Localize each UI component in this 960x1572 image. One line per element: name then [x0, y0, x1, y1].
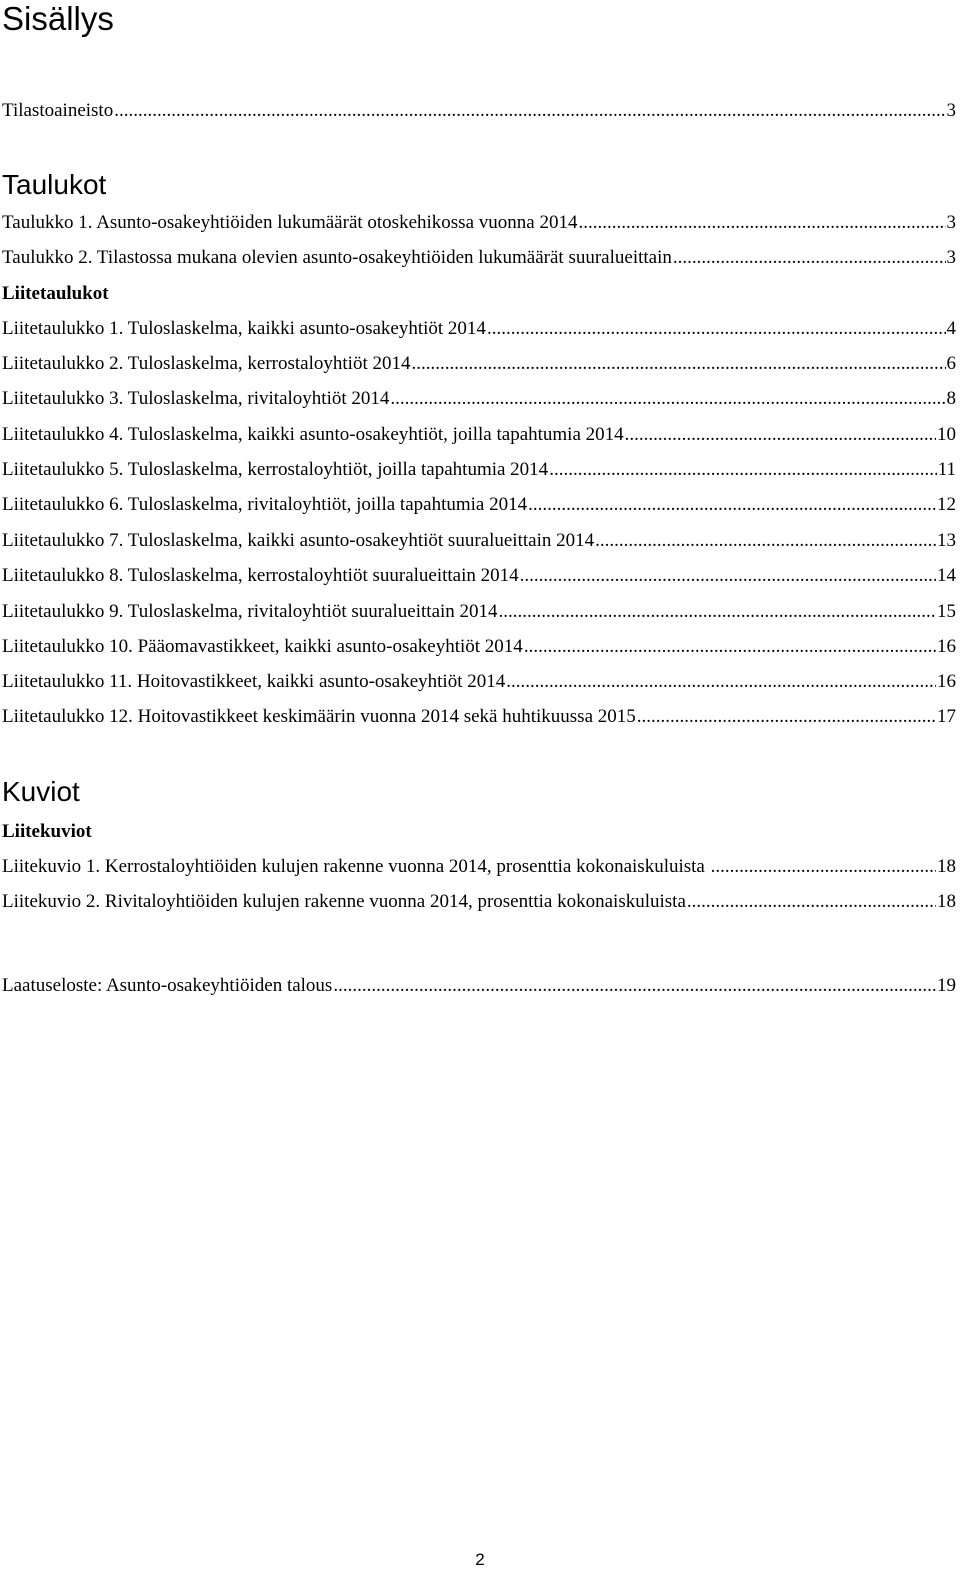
toc-entry-liitetaulukko-5[interactable]	[2, 455, 956, 479]
toc-entry-label: Liitetaulukko 12. Hoitovastikkeet keskimäärin vuonna 2014 sekä huhtikuussa 2015	[2, 706, 636, 727]
toc-entry-liitetaulukko-3[interactable]	[2, 384, 956, 408]
toc-entry-page: 8	[946, 388, 956, 409]
toc-entry-liitetaulukko-6[interactable]	[2, 490, 956, 514]
toc-entry-label: Taulukko 2. Tilastossa mukana olevien asunto-osakeyhtiöiden lukumäärät suuralueittain	[2, 247, 672, 268]
toc-entry-taulukko-1[interactable]	[2, 208, 956, 232]
toc-entry-label: Laatuseloste: Asunto-osakeyhtiöiden talous	[2, 975, 333, 996]
toc-entry-label: Liitetaulukko 8. Tuloslaskelma, kerrostaloyhtiöt suuralueittain 2014	[2, 565, 519, 586]
toc-entry-label: Liitetaulukko 2. Tuloslaskelma, kerrostaloyhtiöt 2014	[2, 353, 411, 374]
toc-entry-page: 19	[937, 975, 956, 996]
toc-entry-page: 6	[946, 353, 956, 374]
dot-leader	[549, 460, 937, 479]
toc-entry-liitetaulukko-8[interactable]	[2, 561, 956, 585]
toc-entry-page: 14	[937, 565, 956, 586]
page-number: 2	[475, 1550, 485, 1569]
toc-entry-page: 11	[937, 459, 956, 480]
dot-leader	[625, 425, 936, 444]
dot-leader	[506, 672, 936, 691]
toc-entry-page: 4	[946, 318, 956, 339]
toc-entry-laatuseloste[interactable]	[2, 971, 956, 995]
toc-entry-label: Liitetaulukko 10. Pääomavastikkeet, kaikki asunto-osakeyhtiöt 2014	[2, 636, 523, 657]
toc-entry-liitekuvio-1[interactable]	[2, 852, 956, 876]
toc-entry-page: 17	[937, 706, 956, 727]
toc-entry-label: Taulukko 1. Asunto-osakeyhtiöiden lukumäärät otoskehikossa vuonna 2014	[2, 212, 578, 233]
toc-entry-page: 16	[937, 671, 956, 692]
dot-leader	[673, 248, 946, 267]
toc-entry-liitekuvio-2[interactable]	[2, 887, 956, 911]
section-heading-taulukot: Taulukot	[2, 169, 107, 200]
toc-entry-label: Liitekuvio 1. Kerrostaloyhtiöiden kulujen rakenne vuonna 2014, prosenttia kokonaiskuluista	[2, 856, 710, 877]
toc-entry-page: 10	[937, 424, 956, 445]
dot-leader	[637, 707, 936, 726]
toc-entry-page: 15	[937, 601, 956, 622]
dot-leader	[114, 101, 945, 120]
dot-leader	[578, 213, 945, 232]
section-heading-kuviot: Kuviot	[2, 776, 80, 807]
toc-entry-page: 3	[946, 100, 956, 121]
subheading-liitetaulukot: Liitetaulukot	[2, 283, 109, 304]
toc-entry-label: Liitetaulukko 11. Hoitovastikkeet, kaikki asunto-osakeyhtiöt 2014	[2, 671, 506, 692]
toc-entry-taulukko-2[interactable]	[2, 243, 956, 267]
toc-entry-page: 16	[937, 636, 956, 657]
dot-leader	[595, 531, 936, 550]
dot-leader	[528, 495, 936, 514]
toc-entry-label: Liitetaulukko 3. Tuloslaskelma, rivitaloyhtiöt 2014	[2, 388, 390, 409]
toc-entry-page: 12	[937, 494, 956, 515]
toc-entry-label: Liitetaulukko 9. Tuloslaskelma, rivitaloyhtiöt suuralueittain 2014	[2, 601, 498, 622]
toc-entry-page: 18	[937, 856, 956, 877]
toc-entry-liitetaulukko-12[interactable]	[2, 702, 956, 726]
toc-entry-liitetaulukko-9[interactable]	[2, 597, 956, 621]
toc-entry-label: Liitetaulukko 7. Tuloslaskelma, kaikki asunto-osakeyhtiöt suuralueittain 2014	[2, 530, 595, 551]
toc-entry-label: Liitetaulukko 6. Tuloslaskelma, rivitaloyhtiöt, joilla tapahtumia 2014	[2, 494, 528, 515]
toc-entry-label: Liitetaulukko 5. Tuloslaskelma, kerrostaloyhtiöt, joilla tapahtumia 2014	[2, 459, 549, 480]
dot-leader	[333, 976, 936, 995]
toc-entry-liitetaulukko-2[interactable]	[2, 349, 956, 373]
dot-leader	[520, 566, 936, 585]
toc-entry-page: 18	[937, 891, 956, 912]
dot-leader	[411, 354, 945, 373]
toc-entry-liitetaulukko-4[interactable]	[2, 420, 956, 444]
toc-entry-label: Tilastoaineisto	[2, 100, 114, 121]
dot-leader	[524, 637, 936, 656]
dot-leader	[499, 602, 936, 621]
toc-entry-page: 3	[946, 247, 956, 268]
dot-leader	[390, 389, 945, 408]
toc-entry-label: Liitekuvio 2. Rivitaloyhtiöiden kulujen rakenne vuonna 2014, prosenttia kokonaiskuluista	[2, 891, 686, 912]
toc-entry-page: 13	[937, 530, 956, 551]
dot-leader	[687, 892, 936, 911]
toc-entry-liitetaulukko-7[interactable]	[2, 526, 956, 550]
toc-entry-liitetaulukko-10[interactable]	[2, 632, 956, 656]
toc-entry-page: 3	[946, 212, 956, 233]
page-title: Sisällys	[2, 0, 114, 37]
subheading-liitekuviot: Liitekuviot	[2, 821, 92, 842]
toc-entry-liitetaulukko-1[interactable]	[2, 314, 956, 338]
toc-entry-label: Liitetaulukko 4. Tuloslaskelma, kaikki asunto-osakeyhtiöt, joilla tapahtumia 2014	[2, 424, 624, 445]
toc-entry-tilastoaineisto[interactable]	[2, 96, 956, 120]
toc-entry-label: Liitetaulukko 1. Tuloslaskelma, kaikki asunto-osakeyhtiöt 2014	[2, 318, 486, 339]
dot-leader	[487, 319, 946, 338]
toc-entry-liitetaulukko-11[interactable]	[2, 667, 956, 691]
dot-leader	[711, 857, 936, 876]
